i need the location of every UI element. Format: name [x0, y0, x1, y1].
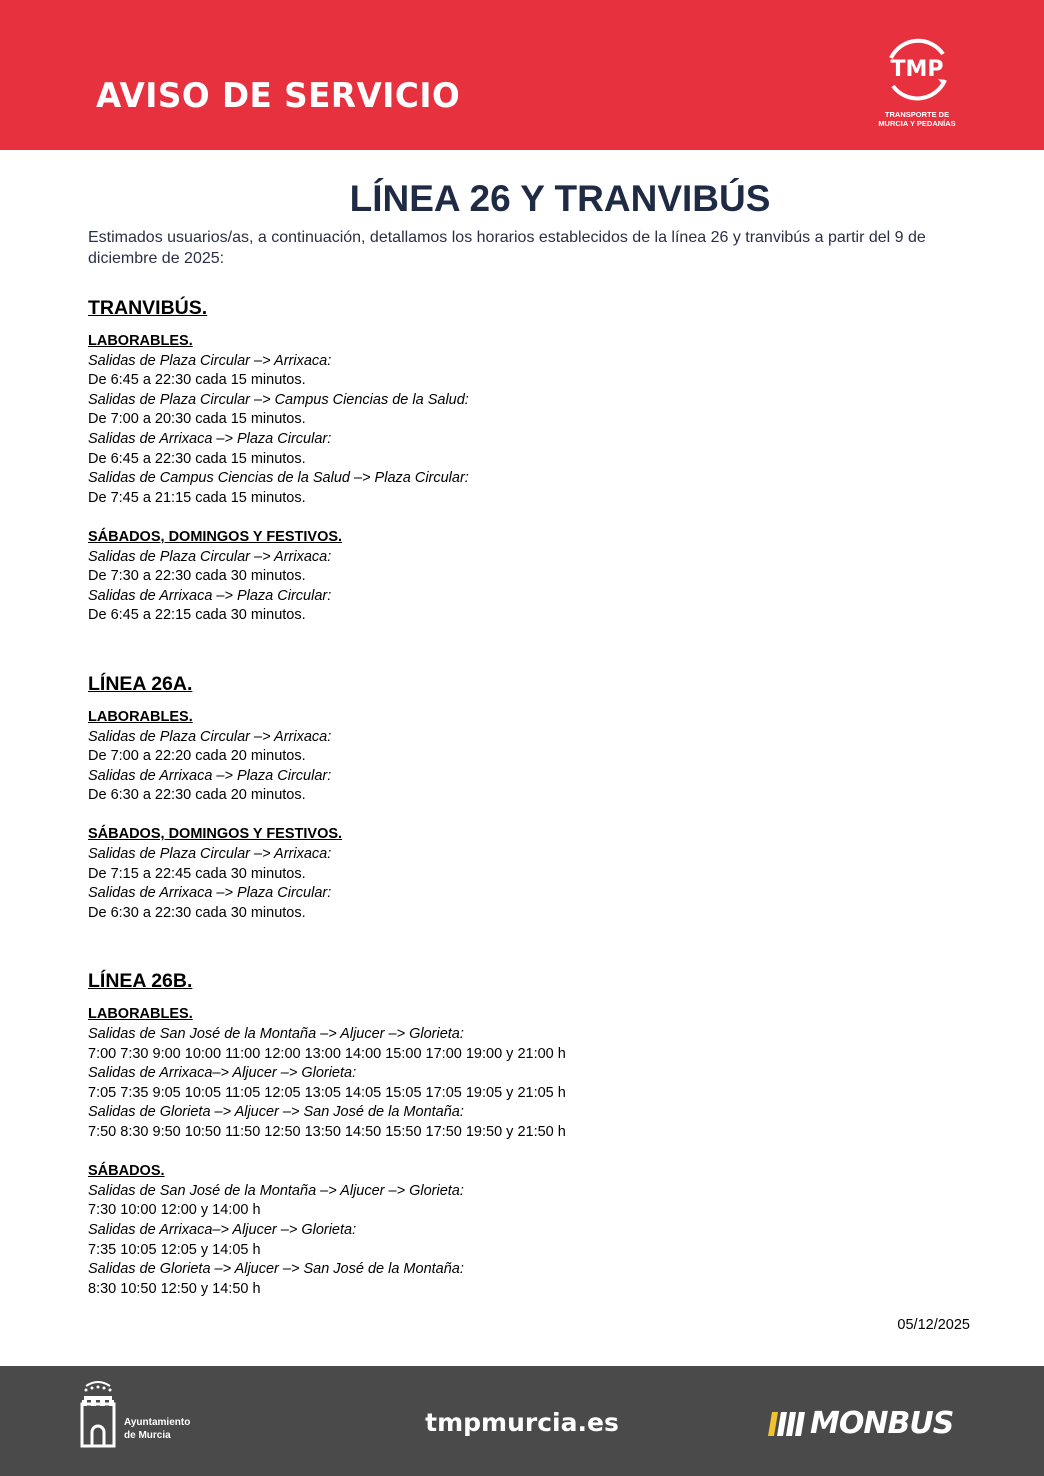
route-label: Salidas de Plaza Circular –> Arrixaca: — [88, 846, 332, 863]
schedule-times: De 7:30 a 22:30 cada 30 minutos. — [88, 568, 306, 585]
website-text: tmpmurcia.es — [425, 1408, 619, 1437]
route-label: Salidas de Plaza Circular –> Campus Ciencias de la Salud: — [88, 391, 469, 408]
tmp-logo — [862, 36, 972, 136]
tmp-logo-icon — [879, 36, 955, 106]
schedule-times: De 7:00 a 22:20 cada 20 minutos. — [88, 748, 306, 765]
tmp-logo-text: TMP — [890, 57, 944, 82]
schedule-times: De 6:45 a 22:30 cada 15 minutos. — [88, 372, 306, 389]
section-spacer — [88, 626, 988, 672]
schedule-times: 7:30 10:00 12:00 y 14:00 h — [88, 1202, 261, 1219]
monbus-stripes-icon — [766, 1406, 808, 1442]
route-label: Salidas de Plaza Circular –> Arrixaca: — [88, 548, 332, 565]
schedule-times: De 6:30 a 22:30 cada 20 minutos. — [88, 787, 306, 804]
day-type-label: SÁBADOS, DOMINGOS Y FESTIVOS. — [88, 528, 343, 545]
schedule-content — [88, 296, 988, 1299]
schedule-times: De 7:15 a 22:45 cada 30 minutos. — [88, 865, 306, 882]
route-label: Salidas de Glorieta –> Aljucer –> San José de la Montaña: — [88, 1261, 464, 1278]
day-type-label: SÁBADOS, DOMINGOS Y FESTIVOS. — [88, 826, 343, 843]
section-title: LÍNEA 26B. — [88, 970, 193, 993]
notice-heading: AVISO DE SERVICIO — [96, 76, 461, 116]
header-banner — [0, 0, 1044, 150]
day-spacer — [88, 1143, 988, 1163]
route-label: Salidas de Arrixaca –> Plaza Circular: — [88, 885, 332, 902]
schedule-times: De 7:45 a 21:15 cada 15 minutos. — [88, 489, 306, 506]
schedule-times: De 6:45 a 22:30 cada 15 minutos. — [88, 450, 306, 467]
monbus-wordmark: MONBUS — [810, 1406, 954, 1441]
route-label: Salidas de Plaza Circular –> Arrixaca: — [88, 728, 332, 745]
route-label: Salidas de Arrixaca –> Plaza Circular: — [88, 587, 332, 604]
schedule-times: 7:00 7:30 9:00 10:00 11:00 12:00 13:00 14:00 15:00 17:00 19:00 y 21:00 h — [88, 1045, 566, 1062]
route-label: Salidas de Arrixaca–> Aljucer –> Glorieta: — [88, 1065, 357, 1082]
schedule-times: 7:50 8:30 9:50 10:50 11:50 12:50 13:50 14:50 15:50 17:50 19:50 y 21:50 h — [88, 1124, 566, 1140]
day-spacer — [88, 806, 988, 826]
schedule-times: 7:35 10:05 12:05 y 14:05 h — [88, 1241, 261, 1258]
route-label: Salidas de Arrixaca –> Plaza Circular: — [88, 767, 332, 784]
route-label: Salidas de San José de la Montaña –> Aljucer –> Glorieta: — [88, 1026, 464, 1043]
tmp-logo-caption: TRANSPORTE DE MURCIA Y PEDANÍAS — [878, 110, 956, 128]
day-type-label: SÁBADOS. — [88, 1163, 165, 1180]
schedule-times: De 7:00 a 20:30 cada 15 minutos. — [88, 411, 306, 428]
schedule-times: 8:30 10:50 12:50 y 14:50 h — [88, 1280, 261, 1297]
day-spacer — [88, 508, 988, 528]
route-label: Salidas de San José de la Montaña –> Aljucer –> Glorieta: — [88, 1182, 464, 1199]
route-label: Salidas de Arrixaca–> Aljucer –> Glorieta: — [88, 1221, 357, 1238]
page-title: LÍNEA 26 Y TRANVIBÚS — [349, 178, 771, 219]
section-title: LÍNEA 26A. — [88, 672, 193, 695]
section-spacer — [88, 923, 988, 969]
day-type-label: LABORABLES. — [88, 1006, 193, 1023]
schedule-times: De 6:45 a 22:15 cada 30 minutos. — [88, 607, 306, 624]
monbus-logo — [766, 1406, 966, 1446]
route-label: Salidas de Plaza Circular –> Arrixaca: — [88, 352, 332, 369]
route-label: Salidas de Arrixaca –> Plaza Circular: — [88, 430, 332, 447]
route-label: Salidas de Glorieta –> Aljucer –> San José de la Montaña: — [88, 1104, 464, 1121]
notice-date: 05/12/2025 — [897, 1317, 970, 1333]
schedule-times: De 6:30 a 22:30 cada 30 minutos. — [88, 904, 306, 921]
day-type-label: LABORABLES. — [88, 333, 193, 349]
route-label: Salidas de Campus Ciencias de la Salud –> Plaza Circular: — [88, 470, 469, 487]
ayuntamiento-caption: Ayuntamiento de Murcia — [124, 1417, 191, 1441]
intro-paragraph: Estimados usuarios/as, a continuación, detallamos los horarios establecidos de la línea 26 y tranvibús a partir del 9 de diciembre de 2025: — [88, 229, 926, 267]
schedule-times: 7:05 7:35 9:05 10:05 11:05 12:05 13:05 14:05 15:05 17:05 19:05 y 21:05 h — [88, 1084, 566, 1101]
section-title: TRANVIBÚS. — [88, 297, 208, 319]
day-type-label: LABORABLES. — [88, 708, 193, 725]
